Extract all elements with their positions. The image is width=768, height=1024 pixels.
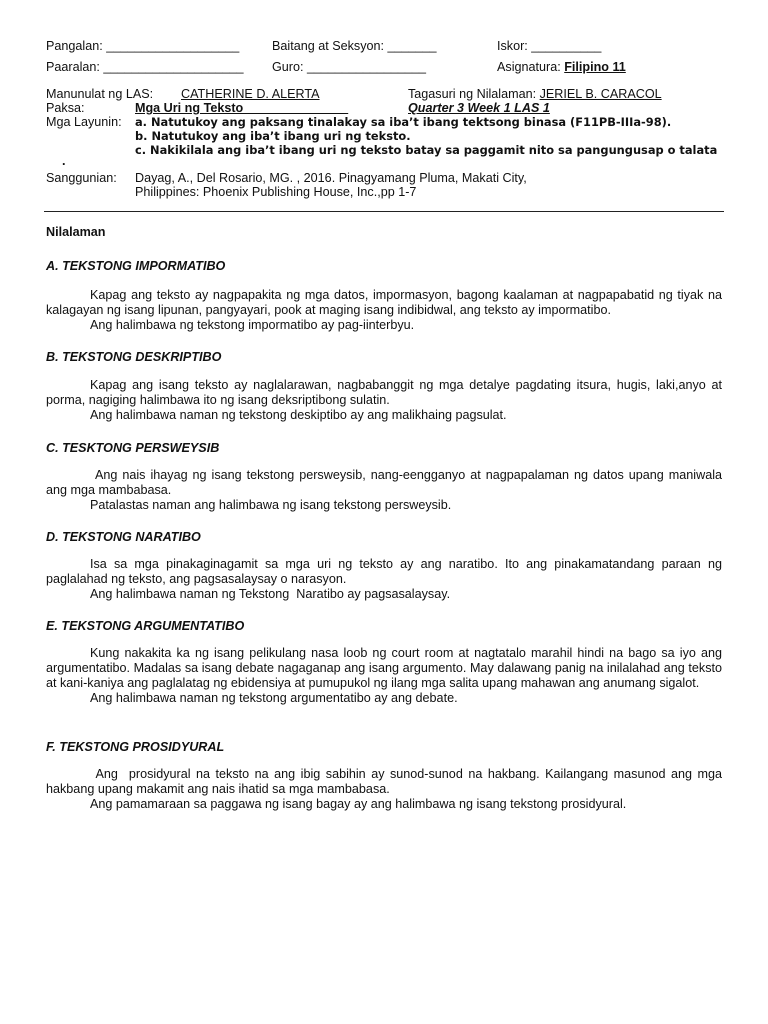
subject-label: Asignatura: [497,60,561,74]
section-example: Patalastas naman ang halimbawa ng isang tekstong persweysib. [90,498,452,512]
header-divider [44,211,724,212]
school-field-label: Paaralan: ____________________ [46,60,244,74]
author-value: CATHERINE D. ALERTA [181,87,320,101]
reviewer-field [408,87,662,102]
section-paragraph: Ang nais ihayag ng isang tekstong persweysib, nang-eengganyo at nagpapalaman ng datos upang maniwala ang mga mambabasa. [46,468,726,497]
section-example: Ang halimbawa naman ng Tekstong Naratibo ay pagsasalaysay. [90,587,451,601]
objective-tail: . [62,154,66,168]
quarter-label: Quarter 3 Week 1 LAS 1 [408,101,550,115]
section-example: Ang pamamaraan sa paggawa ng isang bagay ay ang halimbawa ng isang tekstong prosidyural. [90,797,627,811]
section-body-descriptive [46,378,722,423]
section-heading-informative: A. TEKSTONG IMPORMATIBO [46,259,226,273]
score-field-label: Iskor: __________ [497,39,602,53]
grade-section-field-label: Baitang at Seksyon: _______ [272,39,437,53]
section-heading-procedural: F. TEKSTONG PROSIDYURAL [46,740,225,754]
section-body-procedural [46,767,726,812]
section-heading-persuasive: C. TESKTONG PERSWEYSIB [46,441,220,455]
section-paragraph: Ang prosidyural na teksto na ang ibig sabihin ay sunod-sunod na hakbang. Kailangang masunod ang mga hakbang upang makamit ang nais ihatid sa mga mambabasa. [46,767,726,796]
section-heading-argumentative: E. TEKSTONG ARGUMENTATIBO [46,619,245,633]
section-paragraph: Isa sa mga pinakaginagamit sa mga uri ng teksto ay ang naratibo. Ito ang pinakamatandang paraan ng paglalahad ng teksto, ang pagsasalaysay o narasyon. [46,557,722,586]
section-example: Ang halimbawa naman ng tekstong argumentatibo ay ang debate. [90,691,458,705]
content-title: Nilalaman [46,225,106,239]
section-paragraph: Kapag ang isang teksto ay naglalarawan, nagbabanggit ng mga detalye pagdating itsura, hugis, laki,anyo at porma, nagiging halimbawa ito ng isang deksriptibong sulatin. [46,378,722,407]
subject-value: Filipino 11 [564,60,626,74]
section-example: Ang halimbawa naman ng tekstong deskiptibo ay ang malikhaing pagsulat. [90,408,507,422]
author-label: Manunulat ng LAS: [46,87,154,101]
reference-line-2: Philippines: Phoenix Publishing House, Inc.,pp 1-7 [135,185,417,199]
section-heading-narrative: D. TEKSTONG NARATIBO [46,530,201,544]
objective-a: a. Natutukoy ang paksang tinalakay sa iba’t ibang tektsong binasa (F11PB-IIIa-98). [135,115,672,129]
objectives-label: Mga Layunin: [46,115,122,129]
reviewer-label: Tagasuri ng Nilalaman: [408,87,537,101]
section-heading-descriptive: B. TEKSTONG DESKRIPTIBO [46,350,222,364]
reviewer-value: JERIEL B. CARACOL [539,87,662,101]
teacher-field-label: Guro: _________________ [272,60,427,74]
reference-line-1: Dayag, A., Del Rosario, MG. , 2016. Pinagyamang Pluma, Makati City, [135,171,527,185]
topic-label: Paksa: [46,101,85,115]
reference-label: Sanggunian: [46,171,117,185]
section-example: Ang halimbawa ng tekstong impormatibo ay pag-iinterbyu. [90,318,415,332]
section-body-narrative [46,557,722,602]
section-body-persuasive [46,468,726,513]
objective-b: b. Natutukoy ang iba’t ibang uri ng teksto. [135,129,411,143]
objective-c: c. Nakikilala ang iba’t ibang uri ng teksto batay sa paggamit nito sa pangungusap o talata [135,143,718,157]
subject-field [497,60,626,75]
section-paragraph: Kapag ang teksto ay nagpapakita ng mga datos, impormasyon, bagong kaalaman at nagpapabatid ng tiyak na kalagayan ng isang lipunan, pangyayari, pook at maging isang indibidwal, ang teksto ay impormatibo. [46,288,722,317]
section-body-argumentative [46,646,722,706]
name-field-label: Pangalan: ___________________ [46,39,240,53]
topic-value: Mga Uri ng Teksto [135,101,349,115]
section-paragraph: Kung nakakita ka ng isang pelikulang nasa loob ng court room at nagtatalo marahil hindi na bago sa iyo ang argumentatibo. Madalas sa isang debate nagaganap ang isang argumento. May dalawang panig na inilalahad ang teksto at kani-kaniya ang paglalatag ng ebidensiya at pumupukol ng ilang mga salita upang mahawan ang anumang sigalot. [46,646,722,690]
section-body-informative [46,288,722,333]
